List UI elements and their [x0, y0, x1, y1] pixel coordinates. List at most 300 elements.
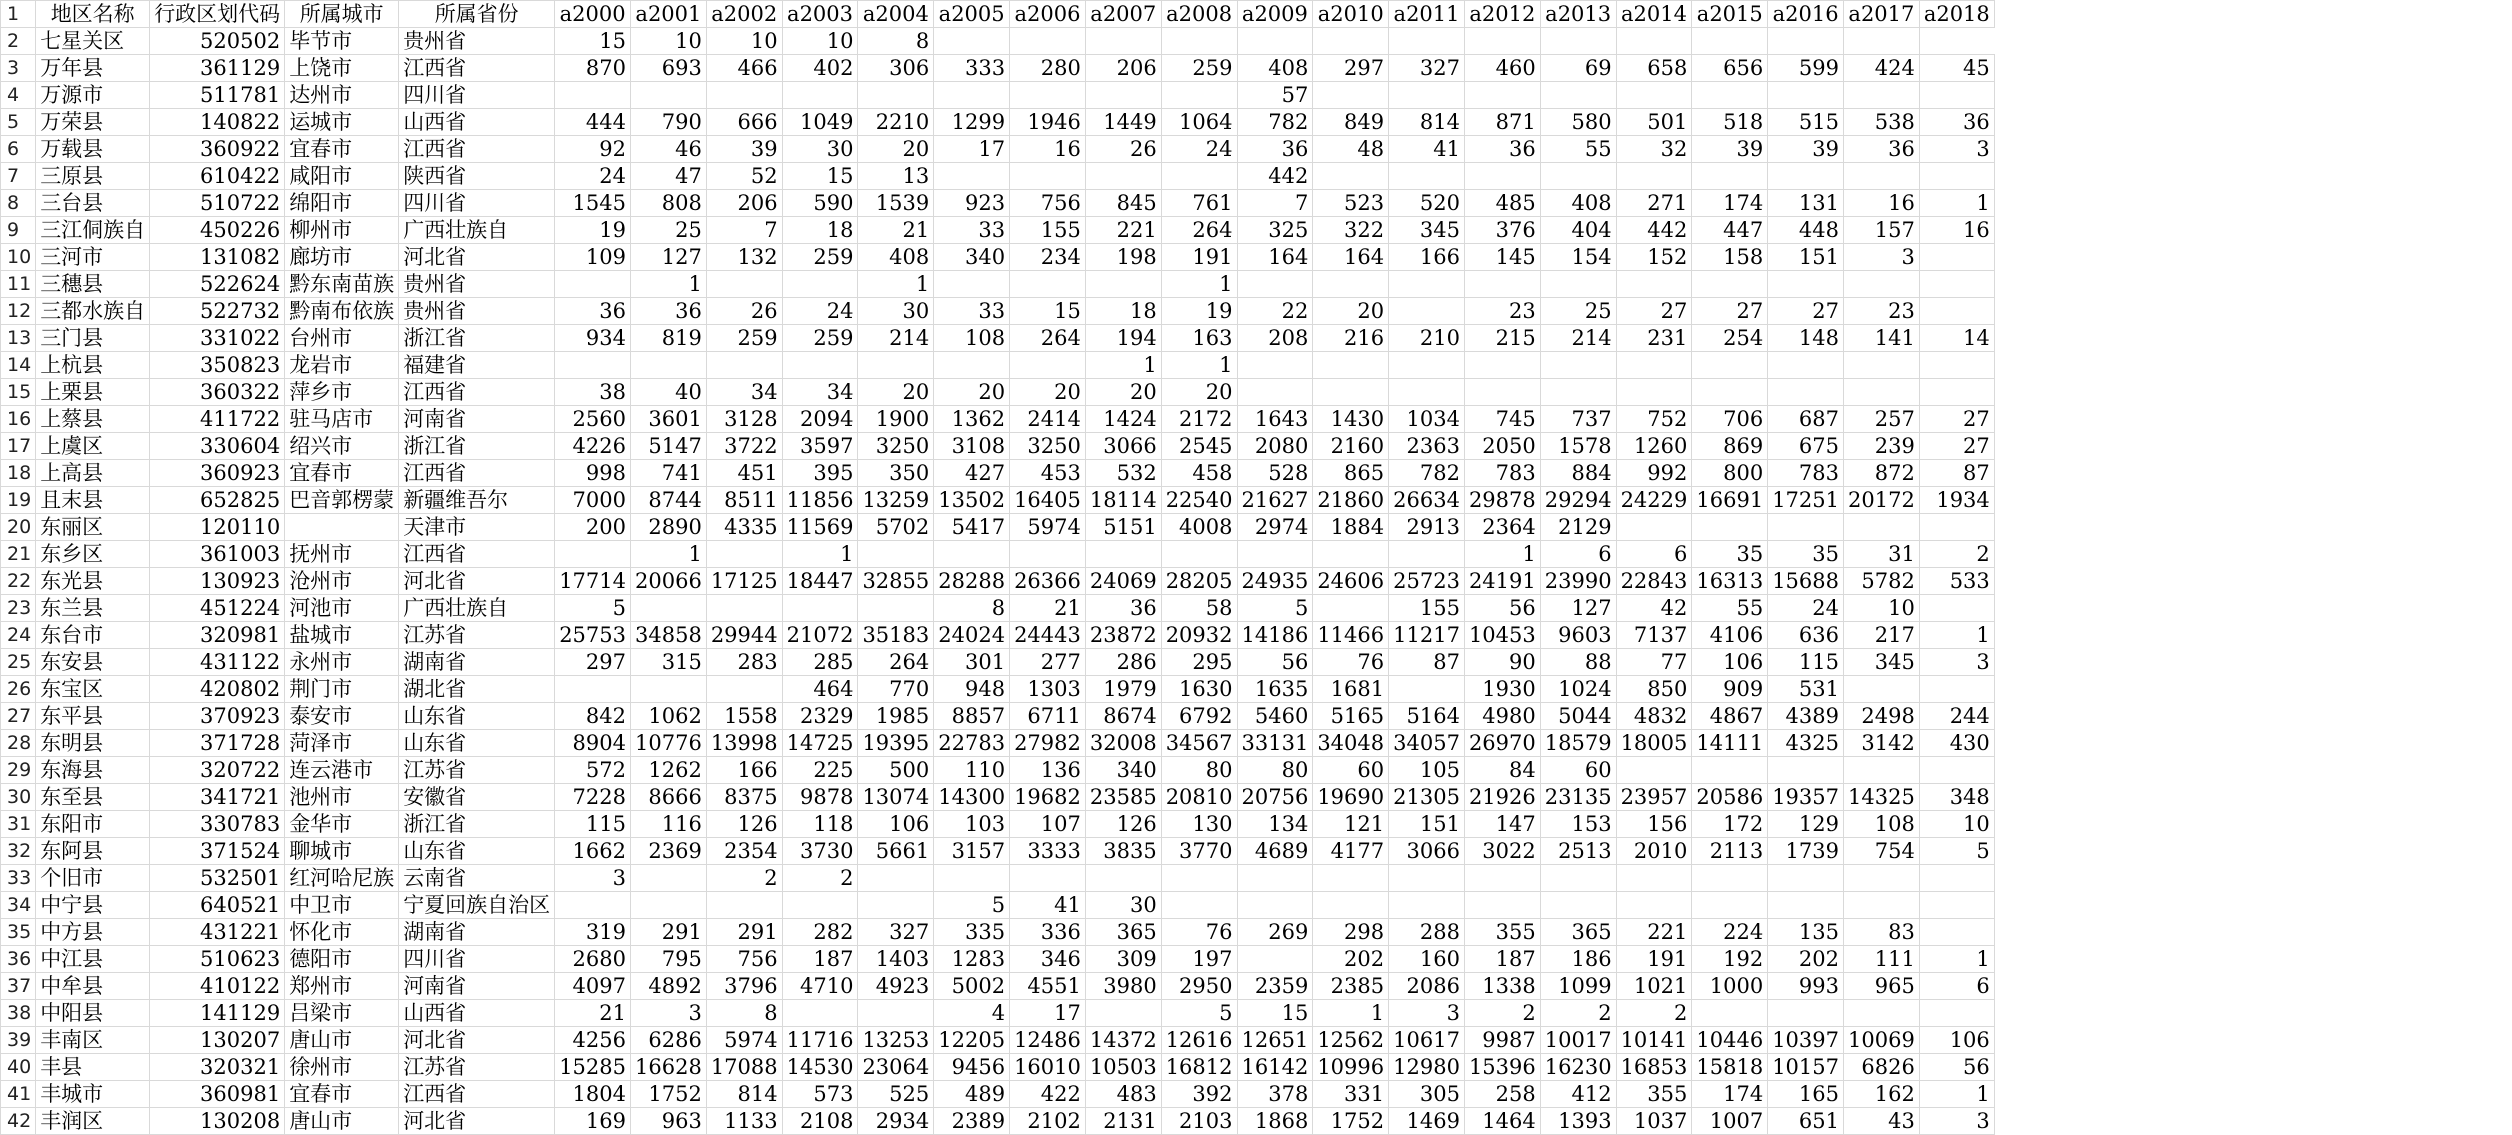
table-cell[interactable]: 1868 [1237, 1108, 1313, 1135]
table-cell[interactable]: 1 [1919, 946, 1994, 973]
table-cell[interactable] [1692, 82, 1768, 109]
row-number[interactable]: 17 [1, 433, 36, 460]
table-cell[interactable]: 上虞区 [36, 433, 150, 460]
table-cell[interactable]: 东平县 [36, 703, 150, 730]
table-cell[interactable]: 荆门市 [285, 676, 399, 703]
table-cell[interactable] [1540, 28, 1616, 55]
table-cell[interactable]: 2354 [706, 838, 782, 865]
table-cell[interactable]: 三河市 [36, 244, 150, 271]
table-cell[interactable]: 5 [1161, 1000, 1237, 1027]
table-cell[interactable]: 12205 [934, 1027, 1010, 1054]
row-number[interactable]: 35 [1, 919, 36, 946]
table-cell[interactable]: 1681 [1313, 676, 1389, 703]
table-cell[interactable]: 四川省 [399, 946, 555, 973]
table-cell[interactable]: 3980 [1085, 973, 1161, 1000]
table-cell[interactable]: 115 [1768, 649, 1844, 676]
table-cell[interactable]: 1299 [934, 109, 1010, 136]
table-cell[interactable] [1692, 163, 1768, 190]
table-cell[interactable]: 24443 [1010, 622, 1086, 649]
table-cell[interactable]: 153 [1540, 811, 1616, 838]
table-cell[interactable]: 84 [1464, 757, 1540, 784]
table-cell[interactable] [706, 892, 782, 919]
table-cell[interactable] [1389, 676, 1465, 703]
table-cell[interactable]: 四川省 [399, 82, 555, 109]
row-number[interactable]: 40 [1, 1054, 36, 1081]
table-cell[interactable]: 10397 [1768, 1027, 1844, 1054]
table-cell[interactable]: 4980 [1464, 703, 1540, 730]
table-cell[interactable]: 万载县 [36, 136, 150, 163]
row-number[interactable]: 15 [1, 379, 36, 406]
table-cell[interactable]: 24 [1161, 136, 1237, 163]
table-cell[interactable]: 17251 [1768, 487, 1844, 514]
table-cell[interactable]: 140822 [150, 109, 285, 136]
table-cell[interactable] [1010, 82, 1086, 109]
row-number[interactable]: 10 [1, 244, 36, 271]
table-cell[interactable]: 21072 [782, 622, 858, 649]
table-cell[interactable]: 8744 [631, 487, 707, 514]
table-cell[interactable]: 291 [631, 919, 707, 946]
table-cell[interactable]: 万源市 [36, 82, 150, 109]
table-cell[interactable]: 280 [1010, 55, 1086, 82]
table-cell[interactable]: 江西省 [399, 460, 555, 487]
table-cell[interactable] [1389, 541, 1465, 568]
table-cell[interactable]: 408 [1237, 55, 1313, 82]
table-cell[interactable]: 22783 [934, 730, 1010, 757]
table-cell[interactable] [1768, 514, 1844, 541]
table-cell[interactable]: 871 [1464, 109, 1540, 136]
table-cell[interactable]: 河北省 [399, 568, 555, 595]
table-cell[interactable]: 8375 [706, 784, 782, 811]
table-cell[interactable]: 737 [1540, 406, 1616, 433]
table-cell[interactable]: 923 [934, 190, 1010, 217]
table-cell[interactable]: 17125 [706, 568, 782, 595]
table-cell[interactable] [1844, 514, 1920, 541]
table-cell[interactable]: 194 [1085, 325, 1161, 352]
table-cell[interactable]: 15818 [1692, 1054, 1768, 1081]
table-cell[interactable]: 333 [934, 55, 1010, 82]
table-cell[interactable]: 中方县 [36, 919, 150, 946]
table-cell[interactable]: 269 [1237, 919, 1313, 946]
table-cell[interactable] [1464, 163, 1540, 190]
row-number[interactable]: 31 [1, 811, 36, 838]
table-cell[interactable]: 92 [555, 136, 631, 163]
table-cell[interactable]: 10157 [1768, 1054, 1844, 1081]
table-cell[interactable]: 57 [1237, 82, 1313, 109]
table-cell[interactable]: 8904 [555, 730, 631, 757]
table-cell[interactable]: 山东省 [399, 703, 555, 730]
table-cell[interactable]: 15 [1237, 1000, 1313, 1027]
table-cell[interactable] [1692, 352, 1768, 379]
table-cell[interactable]: 上蔡县 [36, 406, 150, 433]
table-cell[interactable]: 2545 [1161, 433, 1237, 460]
table-cell[interactable]: 江苏省 [399, 757, 555, 784]
row-number[interactable]: 27 [1, 703, 36, 730]
table-cell[interactable]: 红河哈尼族 [285, 865, 399, 892]
table-cell[interactable]: 东至县 [36, 784, 150, 811]
table-cell[interactable]: 26 [1085, 136, 1161, 163]
row-number[interactable]: 34 [1, 892, 36, 919]
table-cell[interactable]: 26634 [1389, 487, 1465, 514]
table-cell[interactable]: 1 [1919, 1081, 1994, 1108]
table-cell[interactable]: 2934 [858, 1108, 934, 1135]
table-cell[interactable]: 520502 [150, 28, 285, 55]
table-cell[interactable]: 127 [631, 244, 707, 271]
table-cell[interactable]: 21 [1010, 595, 1086, 622]
table-cell[interactable]: 1900 [858, 406, 934, 433]
table-cell[interactable]: 45 [1919, 55, 1994, 82]
table-cell[interactable]: 297 [555, 649, 631, 676]
table-cell[interactable]: 1464 [1464, 1108, 1540, 1135]
table-cell[interactable]: 2329 [782, 703, 858, 730]
table-cell[interactable]: 165 [1768, 1081, 1844, 1108]
table-cell[interactable]: 36 [1085, 595, 1161, 622]
table-cell[interactable]: 814 [1389, 109, 1465, 136]
table-cell[interactable] [1768, 82, 1844, 109]
table-cell[interactable] [1010, 163, 1086, 190]
table-cell[interactable]: 河池市 [285, 595, 399, 622]
table-cell[interactable] [631, 676, 707, 703]
table-cell[interactable]: 163 [1161, 325, 1237, 352]
table-cell[interactable]: 361003 [150, 541, 285, 568]
table-cell[interactable]: 上杭县 [36, 352, 150, 379]
table-cell[interactable]: 392 [1161, 1081, 1237, 1108]
table-cell[interactable]: 108 [1844, 811, 1920, 838]
table-cell[interactable]: 2086 [1389, 973, 1465, 1000]
table-cell[interactable]: 16 [1010, 136, 1086, 163]
table-cell[interactable]: 16812 [1161, 1054, 1237, 1081]
table-cell[interactable]: 3796 [706, 973, 782, 1000]
table-cell[interactable]: 412 [1540, 1081, 1616, 1108]
row-number[interactable]: 3 [1, 55, 36, 82]
table-cell[interactable]: 1558 [706, 703, 782, 730]
table-cell[interactable] [1692, 865, 1768, 892]
table-cell[interactable]: 520 [1389, 190, 1465, 217]
table-cell[interactable]: 155 [1010, 217, 1086, 244]
table-cell[interactable]: 187 [1464, 946, 1540, 973]
table-cell[interactable]: 800 [1692, 460, 1768, 487]
table-cell[interactable] [1085, 163, 1161, 190]
table-cell[interactable] [1768, 1000, 1844, 1027]
table-cell[interactable]: 693 [631, 55, 707, 82]
table-cell[interactable]: 244 [1919, 703, 1994, 730]
table-cell[interactable]: 147 [1464, 811, 1540, 838]
table-cell[interactable]: 145 [1464, 244, 1540, 271]
table-cell[interactable]: 3 [1844, 244, 1920, 271]
table-cell[interactable]: 安徽省 [399, 784, 555, 811]
table-cell[interactable]: 371728 [150, 730, 285, 757]
table-cell[interactable]: 34048 [1313, 730, 1389, 757]
table-cell[interactable]: 6 [1616, 541, 1692, 568]
table-cell[interactable]: 七星关区 [36, 28, 150, 55]
table-cell[interactable]: 127 [1540, 595, 1616, 622]
table-cell[interactable]: 河北省 [399, 1108, 555, 1135]
table-cell[interactable]: 1049 [782, 109, 858, 136]
table-cell[interactable]: 225 [782, 757, 858, 784]
table-cell[interactable]: 34 [706, 379, 782, 406]
table-cell[interactable]: 江西省 [399, 55, 555, 82]
table-cell[interactable]: 77 [1616, 649, 1692, 676]
table-cell[interactable]: 656 [1692, 55, 1768, 82]
table-cell[interactable] [1616, 757, 1692, 784]
table-cell[interactable]: 14725 [782, 730, 858, 757]
table-cell[interactable]: 411722 [150, 406, 285, 433]
table-cell[interactable] [1540, 865, 1616, 892]
table-cell[interactable]: 6 [1919, 973, 1994, 1000]
column-header-cell[interactable]: 行政区划代码 [150, 1, 285, 28]
table-cell[interactable]: 4923 [858, 973, 934, 1000]
table-cell[interactable]: 216 [1313, 325, 1389, 352]
row-number[interactable]: 9 [1, 217, 36, 244]
table-cell[interactable]: 2 [706, 865, 782, 892]
table-cell[interactable] [555, 676, 631, 703]
table-cell[interactable] [706, 271, 782, 298]
row-number[interactable]: 16 [1, 406, 36, 433]
row-number[interactable]: 24 [1, 622, 36, 649]
table-cell[interactable]: 453 [1010, 460, 1086, 487]
table-cell[interactable]: 盐城市 [285, 622, 399, 649]
table-cell[interactable]: 214 [1540, 325, 1616, 352]
table-cell[interactable]: 69 [1540, 55, 1616, 82]
table-cell[interactable]: 131 [1768, 190, 1844, 217]
table-cell[interactable]: 33 [934, 217, 1010, 244]
table-cell[interactable]: 3142 [1844, 730, 1920, 757]
table-cell[interactable]: 河北省 [399, 1027, 555, 1054]
column-header-cell[interactable]: a2013 [1540, 1, 1616, 28]
table-cell[interactable]: 绍兴市 [285, 433, 399, 460]
table-cell[interactable]: 460 [1464, 55, 1540, 82]
table-cell[interactable]: 上高县 [36, 460, 150, 487]
table-cell[interactable] [706, 352, 782, 379]
table-cell[interactable]: 黔东南苗族 [285, 271, 399, 298]
table-cell[interactable]: 376 [1464, 217, 1540, 244]
table-cell[interactable]: 39 [1768, 136, 1844, 163]
table-cell[interactable]: 651 [1768, 1108, 1844, 1135]
table-cell[interactable]: 6826 [1844, 1054, 1920, 1081]
table-cell[interactable]: 2172 [1161, 406, 1237, 433]
table-cell[interactable]: 355 [1616, 1081, 1692, 1108]
table-cell[interactable]: 聊城市 [285, 838, 399, 865]
table-cell[interactable]: 55 [1540, 136, 1616, 163]
table-cell[interactable]: 湖北省 [399, 676, 555, 703]
table-cell[interactable]: 1979 [1085, 676, 1161, 703]
table-cell[interactable]: 522732 [150, 298, 285, 325]
table-cell[interactable]: 782 [1389, 460, 1465, 487]
table-cell[interactable]: 408 [858, 244, 934, 271]
table-cell[interactable]: 32855 [858, 568, 934, 595]
table-cell[interactable]: 个旧市 [36, 865, 150, 892]
table-cell[interactable]: 三台县 [36, 190, 150, 217]
table-cell[interactable]: 515 [1768, 109, 1844, 136]
table-cell[interactable]: 10069 [1844, 1027, 1920, 1054]
table-cell[interactable]: 1 [1919, 190, 1994, 217]
table-cell[interactable]: 2363 [1389, 433, 1465, 460]
table-cell[interactable] [706, 82, 782, 109]
table-cell[interactable] [934, 163, 1010, 190]
table-cell[interactable]: 340 [934, 244, 1010, 271]
table-cell[interactable]: 790 [631, 109, 707, 136]
table-cell[interactable]: 河北省 [399, 244, 555, 271]
table-cell[interactable]: 上饶市 [285, 55, 399, 82]
table-cell[interactable] [1389, 892, 1465, 919]
table-cell[interactable]: 10 [706, 28, 782, 55]
table-cell[interactable]: 万年县 [36, 55, 150, 82]
table-cell[interactable]: 10503 [1085, 1054, 1161, 1081]
table-cell[interactable]: 1430 [1313, 406, 1389, 433]
table-cell[interactable]: 20066 [631, 568, 707, 595]
table-cell[interactable]: 1 [631, 271, 707, 298]
table-cell[interactable]: 197 [1161, 946, 1237, 973]
table-cell[interactable]: 廊坊市 [285, 244, 399, 271]
table-cell[interactable]: 1930 [1464, 676, 1540, 703]
table-cell[interactable]: 23957 [1616, 784, 1692, 811]
table-cell[interactable]: 36 [1844, 136, 1920, 163]
table-cell[interactable] [858, 595, 934, 622]
table-cell[interactable]: 36 [1919, 109, 1994, 136]
table-cell[interactable]: 19690 [1313, 784, 1389, 811]
table-cell[interactable]: 283 [706, 649, 782, 676]
table-cell[interactable]: 抚州市 [285, 541, 399, 568]
table-cell[interactable]: 1403 [858, 946, 934, 973]
table-cell[interactable]: 3128 [706, 406, 782, 433]
table-cell[interactable]: 三原县 [36, 163, 150, 190]
table-cell[interactable]: 16691 [1692, 487, 1768, 514]
row-number[interactable]: 8 [1, 190, 36, 217]
table-cell[interactable]: 11856 [782, 487, 858, 514]
table-cell[interactable]: 13 [858, 163, 934, 190]
table-cell[interactable] [1540, 271, 1616, 298]
table-cell[interactable]: 60 [1540, 757, 1616, 784]
table-cell[interactable]: 1635 [1237, 676, 1313, 703]
table-cell[interactable]: 1303 [1010, 676, 1086, 703]
table-cell[interactable]: 10996 [1313, 1054, 1389, 1081]
table-cell[interactable]: 5151 [1085, 514, 1161, 541]
table-cell[interactable]: 210 [1389, 325, 1465, 352]
table-cell[interactable]: 2890 [631, 514, 707, 541]
column-header-cell[interactable]: a2012 [1464, 1, 1540, 28]
table-cell[interactable] [1161, 163, 1237, 190]
table-cell[interactable]: 271 [1616, 190, 1692, 217]
table-cell[interactable]: 15 [782, 163, 858, 190]
table-cell[interactable]: 298 [1313, 919, 1389, 946]
table-cell[interactable]: 16 [1919, 217, 1994, 244]
table-cell[interactable]: 25 [1540, 298, 1616, 325]
table-cell[interactable]: 2369 [631, 838, 707, 865]
table-cell[interactable]: 360922 [150, 136, 285, 163]
table-cell[interactable] [782, 892, 858, 919]
table-cell[interactable]: 442 [1616, 217, 1692, 244]
table-cell[interactable] [1616, 865, 1692, 892]
table-cell[interactable] [555, 541, 631, 568]
row-number[interactable]: 36 [1, 946, 36, 973]
table-cell[interactable]: 652825 [150, 487, 285, 514]
table-cell[interactable] [1010, 28, 1086, 55]
table-cell[interactable]: 8511 [706, 487, 782, 514]
table-cell[interactable]: 23135 [1540, 784, 1616, 811]
table-cell[interactable]: 5702 [858, 514, 934, 541]
table-cell[interactable]: 20172 [1844, 487, 1920, 514]
column-header-cell[interactable]: a2008 [1161, 1, 1237, 28]
table-cell[interactable]: 32 [1616, 136, 1692, 163]
table-cell[interactable]: 郑州市 [285, 973, 399, 1000]
table-cell[interactable]: 27 [1616, 298, 1692, 325]
table-cell[interactable]: 14530 [782, 1054, 858, 1081]
table-cell[interactable]: 169 [555, 1108, 631, 1135]
table-cell[interactable]: 3 [631, 1000, 707, 1027]
table-cell[interactable] [1616, 82, 1692, 109]
table-cell[interactable] [1844, 757, 1920, 784]
table-cell[interactable]: 239 [1844, 433, 1920, 460]
table-cell[interactable]: 335 [934, 919, 1010, 946]
table-cell[interactable]: 288 [1389, 919, 1465, 946]
table-cell[interactable]: 7228 [555, 784, 631, 811]
table-cell[interactable]: 320321 [150, 1054, 285, 1081]
table-cell[interactable]: 106 [858, 811, 934, 838]
table-cell[interactable]: 580 [1540, 109, 1616, 136]
table-cell[interactable]: 1133 [706, 1108, 782, 1135]
row-number[interactable]: 23 [1, 595, 36, 622]
table-cell[interactable]: 808 [631, 190, 707, 217]
table-cell[interactable]: 1362 [934, 406, 1010, 433]
table-cell[interactable]: 402 [782, 55, 858, 82]
table-cell[interactable]: 4097 [555, 973, 631, 1000]
table-cell[interactable]: 264 [1010, 325, 1086, 352]
table-cell[interactable]: 331 [1313, 1081, 1389, 1108]
table-cell[interactable]: 451 [706, 460, 782, 487]
table-cell[interactable]: 442 [1237, 163, 1313, 190]
table-cell[interactable]: 948 [934, 676, 1010, 703]
table-cell[interactable] [1919, 1000, 1994, 1027]
table-cell[interactable]: 108 [934, 325, 1010, 352]
table-cell[interactable]: 795 [631, 946, 707, 973]
table-cell[interactable]: 164 [1237, 244, 1313, 271]
table-cell[interactable]: 993 [1768, 973, 1844, 1000]
table-cell[interactable]: 466 [706, 55, 782, 82]
table-cell[interactable]: 2050 [1464, 433, 1540, 460]
row-number[interactable]: 20 [1, 514, 36, 541]
table-cell[interactable]: 21860 [1313, 487, 1389, 514]
table-cell[interactable]: 20 [1085, 379, 1161, 406]
table-cell[interactable]: 103 [934, 811, 1010, 838]
table-cell[interactable]: 120110 [150, 514, 285, 541]
table-cell[interactable]: 130923 [150, 568, 285, 595]
table-cell[interactable]: 76 [1313, 649, 1389, 676]
row-number[interactable]: 32 [1, 838, 36, 865]
table-cell[interactable]: 431122 [150, 649, 285, 676]
table-cell[interactable]: 24 [1768, 595, 1844, 622]
table-cell[interactable]: 4335 [706, 514, 782, 541]
table-cell[interactable]: 8 [706, 1000, 782, 1027]
table-cell[interactable] [934, 865, 1010, 892]
table-cell[interactable]: 1 [1464, 541, 1540, 568]
table-cell[interactable]: 26970 [1464, 730, 1540, 757]
table-cell[interactable]: 132 [706, 244, 782, 271]
table-cell[interactable]: 41 [1010, 892, 1086, 919]
table-cell[interactable]: 19 [1161, 298, 1237, 325]
table-cell[interactable]: 31 [1844, 541, 1920, 568]
table-cell[interactable]: 431221 [150, 919, 285, 946]
table-cell[interactable]: 1099 [1540, 973, 1616, 1000]
table-cell[interactable]: 277 [1010, 649, 1086, 676]
table-cell[interactable]: 151 [1389, 811, 1465, 838]
table-cell[interactable]: 2113 [1692, 838, 1768, 865]
table-cell[interactable]: 3022 [1464, 838, 1540, 865]
table-cell[interactable]: 30 [782, 136, 858, 163]
table-cell[interactable]: 2 [1616, 1000, 1692, 1027]
table-cell[interactable]: 2385 [1313, 973, 1389, 1000]
table-cell[interactable]: 42 [1616, 595, 1692, 622]
table-cell[interactable]: 毕节市 [285, 28, 399, 55]
table-cell[interactable]: 11716 [782, 1027, 858, 1054]
